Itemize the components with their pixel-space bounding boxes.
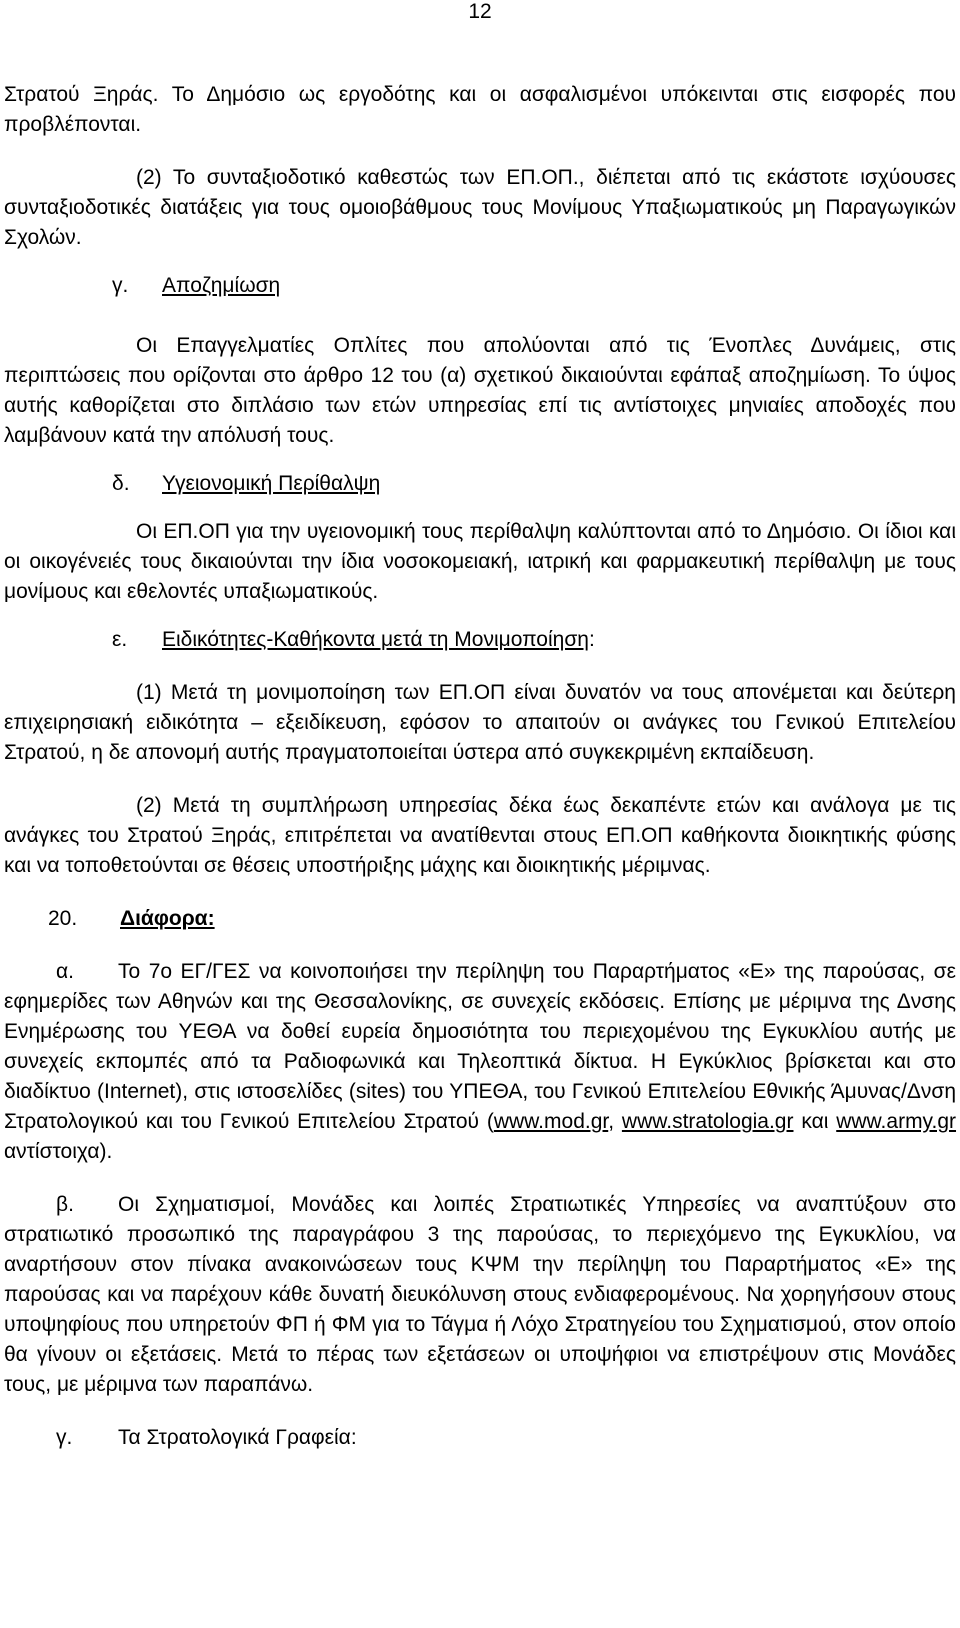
paragraph-text-end: αντίστοιχα). [4, 1140, 113, 1163]
paragraph-specialty-1: (1) Μετά τη μονιμοποίηση των ΕΠ.ΟΠ είναι δυνατόν να τους απονέμεται και δεύτερη επιχειρησιακή ειδικότητα – εξειδίκευση, εφόσον το απαιτούν οι ανάγκες του Γενικού Επιτελείου Στρατού, η δε απονομή αυτής πραγματοποιείται ύστερα από συγκεκριμένη εκπαίδευση. [4, 681, 956, 764]
paragraph-formations [4, 1190, 956, 1400]
section-letter: γ. [112, 274, 129, 297]
section-heading-compensation [4, 271, 956, 301]
section-title: Τα Στρατολογικά Γραφεία: [118, 1426, 357, 1449]
link-mod-gr[interactable]: www.mod.gr [493, 1110, 609, 1133]
paragraph-pension: (2) Το συνταξιοδοτικό καθεστώς των ΕΠ.ΟΠ., διέπεται από τις εκάστοτε ισχύουσες συνταξιοδοτικές διατάξεις για τους ομοιοβάθμους τους Μονίμους Υπαξιωματικούς μη Παραγωγικών Σχολών. [4, 166, 956, 249]
section-title: Υγειονομική Περίθαλψη [162, 472, 381, 495]
paragraph-publication [4, 957, 956, 1167]
link-army-gr[interactable]: www.army.gr [836, 1110, 957, 1133]
paragraph-letter: α. [56, 960, 74, 983]
section-heading-recruitment-offices [4, 1423, 956, 1453]
section-letter: γ. [56, 1426, 73, 1449]
section-number: 20. [48, 907, 78, 930]
paragraph-continuation: Στρατού Ξηράς. Το Δημόσιο ως εργοδότης και οι ασφαλισμένοι υπόκεινται στις εισφορές που προβλέπονται. [4, 83, 956, 136]
section-letter: ε. [112, 628, 128, 651]
paragraph-specialty-2: (2) Μετά τη συμπλήρωση υπηρεσίας δέκα έως δεκαπέντε ετών και ανάλογα με τις ανάγκες του Στρατού Ξηράς, επιτρέπεται να ανατίθενται στους ΕΠ.ΟΠ καθήκοντα διοικητικής φύσης και να τοποθετούνται σε θέσεις υποστήριξης μάχης και διοικητικής μέριμνας. [4, 794, 956, 877]
link-stratologia-gr[interactable]: www.stratologia.gr [621, 1110, 794, 1133]
section-title: Διάφορα: [120, 907, 215, 930]
section-title: Αποζημίωση [162, 274, 281, 297]
section-title: Ειδικότητες-Καθήκοντα μετά τη Μονιμοποίηση [162, 628, 589, 651]
paragraph-letter: β. [56, 1193, 74, 1216]
paragraph-text: Οι Σχηματισμοί, Μονάδες και λοιπές Στρατιωτικές Υπηρεσίες να αναπτύξουν στο στρατιωτικό προσωπικό της παραγράφου 3 της παρούσας, το περιεχόμενο της Εγκυκλίου, να αναρτήσουν στον πίνακα ανακοινώσεων τους ΚΨΜ την περίληψη του Παραρτήματος «Ε» της παρούσας και να παρέχουν κάθε δυνατή διευκόλυνση στους ενδιαφερομένους. Να χορηγήσουν στους υποψηφίους που υπηρετούν ΦΠ ή ΦΜ για το Τάγμα ή Λόχο Στρατηγείου του Σχηματισμού, στον οποίο θα γίνουν οι εξετάσεις. Μετά το πέρας των εξετάσεων οι υποψήφιοι να επιστρέψουν στις Μονάδες τους, με μέριμνα των παραπάνω. [4, 1193, 956, 1396]
section-heading-miscellaneous [4, 904, 956, 934]
section-title-suffix: : [588, 628, 595, 651]
page-number: 12 [468, 0, 492, 23]
section-heading-specialties [4, 625, 956, 655]
paragraph-text: Το 7ο ΕΓ/ΓΕΣ να κοινοποιήσει την περίληψη του Παραρτήματος «Ε» της παρούσας, σε εφημερίδες των Αθηνών και της Θεσσαλονίκης, σε συνεχείς εκδόσεις. Επίσης με μέριμνα της Δνσης Ενημέρωσης του ΥΕΘΑ να δοθεί ευρεία δημοσιότητα του περιεχομένου της Εγκυκλίου αυτής με συνεχείς εκπομπές από τα Ραδιοφωνικά και Τηλεοπτικά δίκτυα. Η Εγκύκλιος βρίσκεται και στο διαδίκτυο (Internet), στις ιστοσελίδες (sites) του ΥΠΕΘΑ, του Γενικού Επιτελείου Εθνικής Άμυνας/Δνση Στρατολογικού και του Γενικού Επιτελείου Στρατού ( [4, 960, 956, 1133]
document-body [4, 80, 956, 1453]
section-heading-healthcare [4, 469, 956, 499]
separator: , [608, 1110, 622, 1133]
conjunction: και [793, 1110, 837, 1133]
paragraph-healthcare: Οι ΕΠ.ΟΠ για την υγειονομική τους περίθαλψη καλύπτονται από το Δημόσιο. Οι ίδιοι και οι οικογένειές τους δικαιούνται την ίδια νοσοκομειακή, ιατρική και φαρμακευτική περίθαλψη με τους μονίμους και εθελοντές υπαξιωματικούς. [4, 520, 956, 603]
paragraph-compensation: Οι Επαγγελματίες Οπλίτες που απολύονται από τις Ένοπλες Δυνάμεις, στις περιπτώσεις που ορίζονται στο άρθρο 12 του (α) σχετικού δικαιούνται εφάπαξ αποζημίωση. Το ύψος αυτής καθορίζεται στο διπλάσιο των ετών υπηρεσίας επί τις αντίστοιχες μηνιαίες αποδοχές που λαμβάνουν κατά την απόλυσή τους. [4, 334, 956, 447]
section-letter: δ. [112, 472, 130, 495]
